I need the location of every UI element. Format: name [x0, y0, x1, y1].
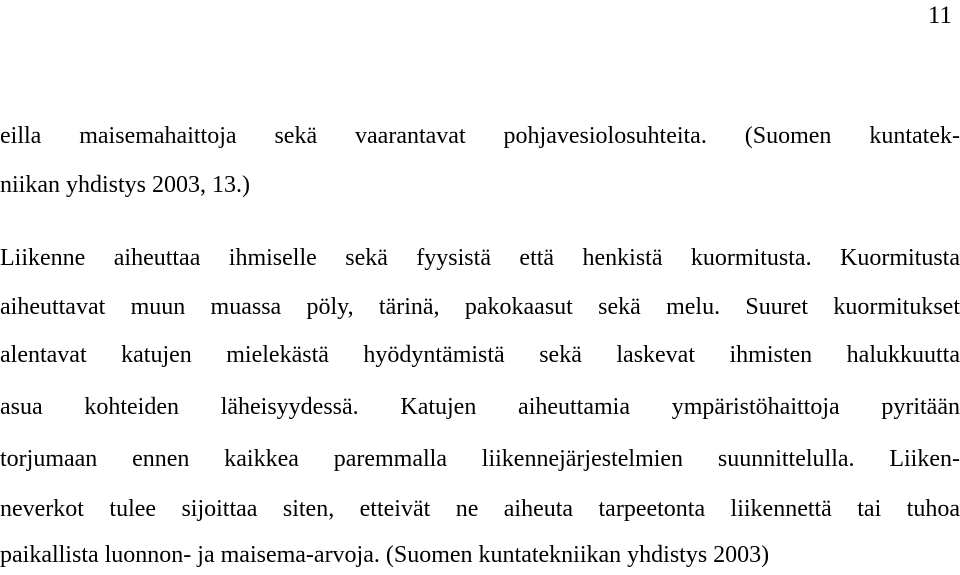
text-line: asua kohteiden läheisyydessä. Katujen aiheuttamia ympäristöhaittoja pyritään: [0, 394, 960, 420]
text-line: torjumaan ennen kaikkea paremmalla liikennejärjestelmien suunnittelulla. Liiken-: [0, 446, 960, 472]
text-line: paikallista luonnon- ja maisema-arvoja. (Suomen kuntatekniikan yhdistys 2003): [0, 542, 770, 568]
text-line: aiheuttavat muun muassa pöly, tärinä, pakokaasut sekä melu. Suuret kuormitukset: [0, 294, 960, 320]
text-line: Liikenne aiheuttaa ihmiselle sekä fyysistä että henkistä kuormitusta. Kuormitusta: [0, 245, 960, 271]
text-line: eilla maisemahaittoja sekä vaarantavat pohjavesiolosuhteita. (Suomen kuntatek-: [0, 123, 960, 149]
text-line: alentavat katujen mielekästä hyödyntämistä sekä laskevat ihmisten halukkuutta: [0, 342, 960, 368]
page-number: 11: [927, 2, 952, 29]
text-line: neverkot tulee sijoittaa siten, etteivät ne aiheuta tarpeetonta liikennettä tai tuhoa: [0, 496, 960, 522]
text-line: niikan yhdistys 2003, 13.): [0, 172, 250, 198]
